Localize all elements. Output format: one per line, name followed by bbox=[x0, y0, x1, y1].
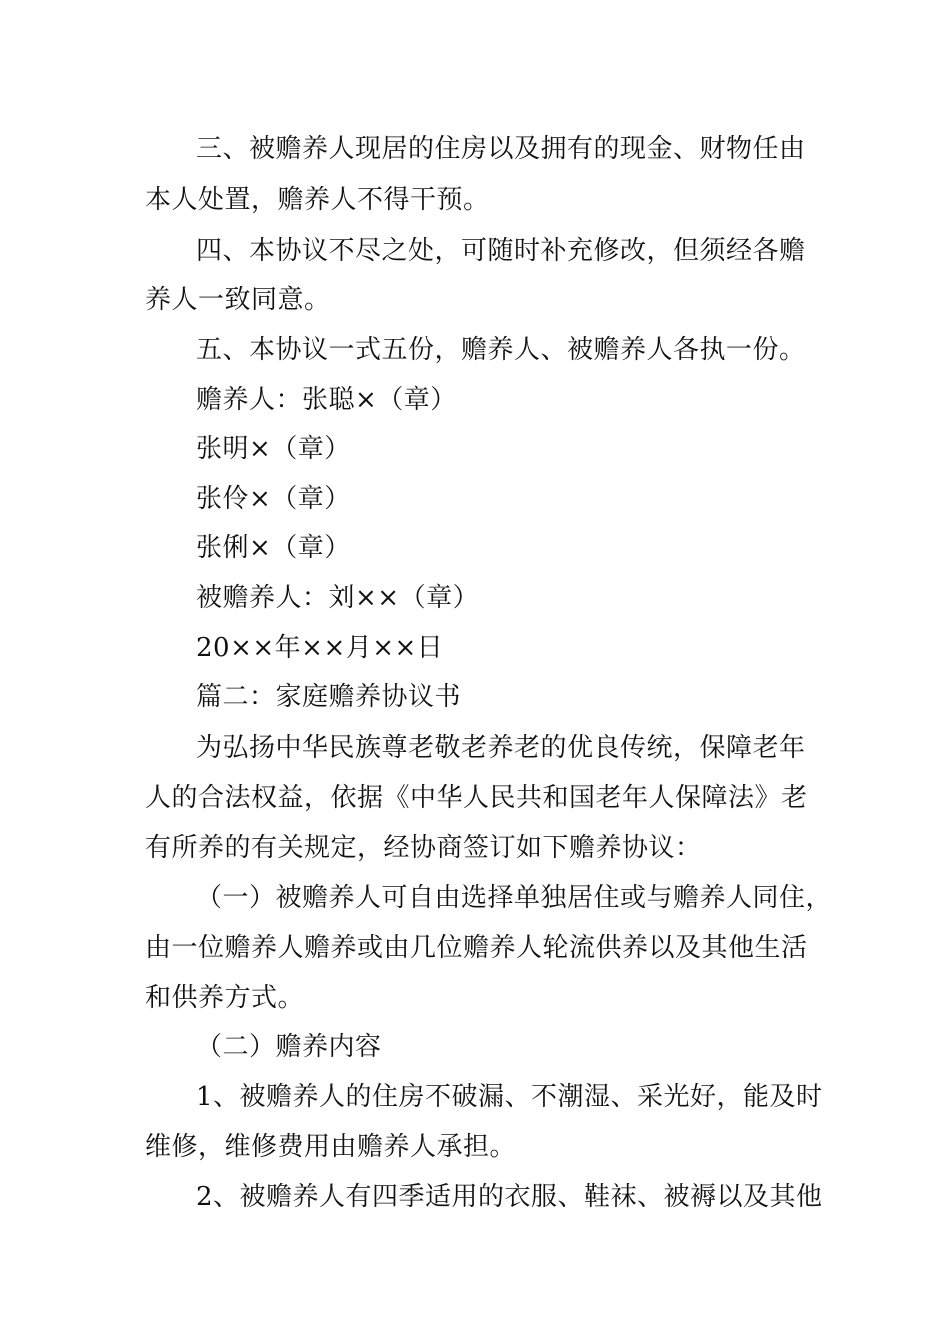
paragraph-four-line-2: 养人一致同意。 bbox=[145, 285, 331, 315]
paragraph-five: 五、本协议一式五份，赡养人、被赡养人各执一份。 bbox=[196, 335, 806, 365]
clause-one-line-3: 和供养方式。 bbox=[145, 983, 305, 1013]
intro-line-3: 有所养的有关规定，经协商签订如下赡养协议： bbox=[145, 833, 702, 863]
signer-zhang-li: 张俐×（章） bbox=[196, 533, 351, 563]
item-one-line-1: 1、被赡养人的住房不破漏、不潮湿、采光好，能及时 bbox=[196, 1082, 823, 1112]
clause-two-heading: （二）赡养内容 bbox=[196, 1032, 382, 1062]
signer-zhang-cong: 赡养人：张聪×（章） bbox=[196, 385, 457, 415]
clause-one-line-1: （一）被赡养人可自由选择单独居住或与赡养人同住， bbox=[196, 883, 833, 913]
intro-line-1: 为弘扬中华民族尊老敬老养老的优良传统，保障老年 bbox=[196, 733, 806, 763]
signing-date: 20××年××月××日 bbox=[196, 633, 444, 663]
paragraph-three-line-2: 本人处置，赡养人不得干预。 bbox=[145, 185, 490, 215]
item-two-line-1: 2、被赡养人有四季适用的衣服、鞋袜、被褥以及其他 bbox=[196, 1182, 823, 1212]
clause-one-line-2: 由一位赡养人赡养或由几位赡养人轮流供养以及其他生活 bbox=[145, 933, 808, 963]
paragraph-three-line-1: 三、被赡养人现居的住房以及拥有的现金、财物任由 bbox=[196, 134, 806, 164]
section-two-title: 篇二：家庭赡养协议书 bbox=[196, 682, 462, 712]
signer-zhang-ling: 张伶×（章） bbox=[196, 484, 351, 514]
intro-line-2: 人的合法权益，依据《中华人民共和国老年人保障法》老 bbox=[145, 783, 808, 813]
item-one-line-2: 维修，维修费用由赡养人承担。 bbox=[145, 1132, 517, 1162]
signer-zhang-ming: 张明×（章） bbox=[196, 434, 351, 464]
paragraph-four-line-1: 四、本协议不尽之处，可随时补充修改，但须经各赡 bbox=[196, 236, 806, 266]
supported-person-signature: 被赡养人：刘××（章） bbox=[196, 583, 480, 613]
